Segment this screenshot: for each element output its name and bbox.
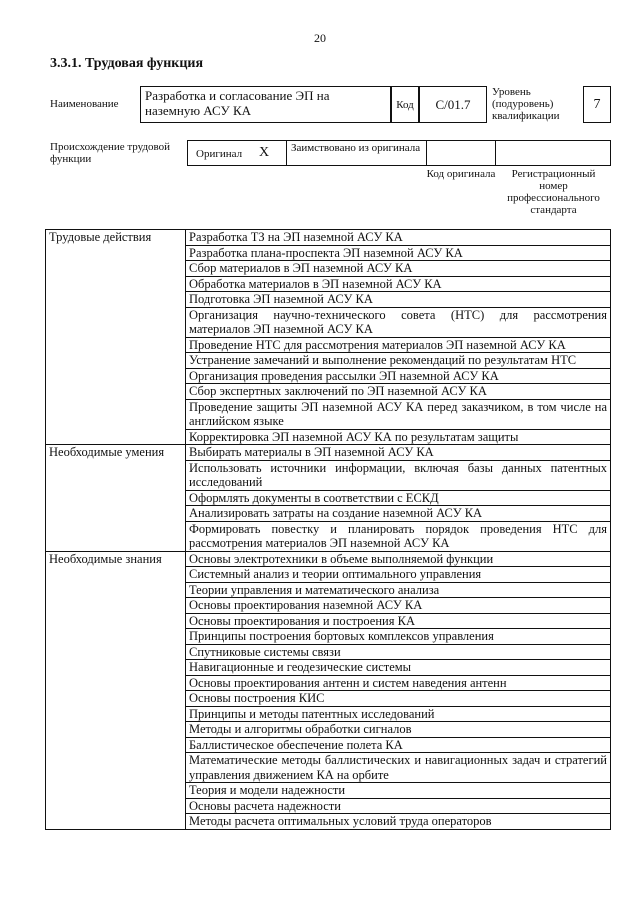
original-label: Оригинал xyxy=(196,148,243,160)
section-item: Теория и модели надежности xyxy=(186,783,611,799)
section-item: Основы электротехники в объеме выполняемой функции xyxy=(186,551,611,567)
section-item: Основы проектирования антенн и систем наведения антенн xyxy=(186,675,611,691)
section-item: Анализировать затраты на создание наземной АСУ КА xyxy=(186,506,611,522)
table-row xyxy=(46,445,611,461)
name-label: Наименование xyxy=(50,98,119,110)
section-item: Использовать источники информации, включая базы данных патентных исследований xyxy=(186,460,611,490)
section-item: Разработка ТЗ на ЭП наземной АСУ КА xyxy=(186,230,611,246)
section-heading: 3.3.1. Трудовая функция xyxy=(50,56,204,71)
section-item: Математические методы баллистических и навигационных задач и стратегий управления движением КА на орбите xyxy=(186,753,611,783)
section-item: Корректировка ЭП наземной АСУ КА по результатам защиты xyxy=(186,429,611,445)
code-label: Код xyxy=(391,86,419,123)
section-item: Разработка плана-проспекта ЭП наземной АСУ КА xyxy=(186,245,611,261)
borrowed-label: Заимствовано из оригинала xyxy=(291,142,421,154)
section-item: Организация научно-технического совета (НТС) для рассмотрения материалов ЭП наземной АСУ КА xyxy=(186,307,611,337)
section-item: Теории управления и математического анализа xyxy=(186,582,611,598)
section-item: Сбор материалов в ЭП наземной АСУ КА xyxy=(186,261,611,277)
section-item: Основы проектирования наземной АСУ КА xyxy=(186,598,611,614)
section-item: Формировать повестку и планировать порядок проведения НТС для рассмотрения материалов ЭП наземной АСУ КА xyxy=(186,521,611,551)
section-item: Обработка материалов в ЭП наземной АСУ КА xyxy=(186,276,611,292)
section-item: Баллистическое обеспечение полета КА xyxy=(186,737,611,753)
origin-table xyxy=(187,140,611,166)
section-item: Подготовка ЭП наземной АСУ КА xyxy=(186,292,611,308)
table-row xyxy=(46,551,611,567)
level-label: Уровень (подуровень) квалификации xyxy=(492,86,560,122)
original-cell xyxy=(188,141,287,165)
section-item: Проведение защиты ЭП наземной АСУ КА перед заказчиком, в том числе на английском языке xyxy=(186,399,611,429)
section-item: Спутниковые системы связи xyxy=(186,644,611,660)
section-item: Сбор экспертных заключений по ЭП наземной АСУ КА xyxy=(186,384,611,400)
borrowed-cell xyxy=(287,141,427,165)
code-value: С/01.7 xyxy=(419,86,487,123)
section-item: Методы расчета оптимальных условий труда операторов xyxy=(186,814,611,830)
section-title: Трудовые действия xyxy=(46,230,186,445)
section-title: Необходимые знания xyxy=(46,551,186,829)
section-item: Методы и алгоритмы обработки сигналов xyxy=(186,722,611,738)
function-table xyxy=(45,229,611,830)
origin-label: Происхождение трудовой функции xyxy=(50,141,171,165)
section-item: Оформлять документы в соответствии с ЕСКД xyxy=(186,490,611,506)
section-item: Основы расчета надежности xyxy=(186,798,611,814)
section-item: Устранение замечаний и выполнение рекомендаций по результатам НТС xyxy=(186,353,611,369)
code-original-cell xyxy=(427,141,496,165)
level-value: 7 xyxy=(583,86,611,123)
code-original-caption: Код оригинала xyxy=(426,168,496,180)
table-row xyxy=(46,230,611,246)
page-number: 20 xyxy=(314,31,326,45)
section-item: Принципы и методы патентных исследований xyxy=(186,706,611,722)
section-item: Основы проектирования и построения КА xyxy=(186,613,611,629)
section-item: Системный анализ и теории оптимального управления xyxy=(186,567,611,583)
name-value: Разработка и согласование ЭП на наземную АСУ КА xyxy=(140,86,391,123)
section-item: Принципы построения бортовых комплексов управления xyxy=(186,629,611,645)
section-item: Навигационные и геодезические системы xyxy=(186,660,611,676)
section-title: Необходимые умения xyxy=(46,445,186,552)
reg-number-caption: Регистрационный номер профессионального стандарта xyxy=(507,168,600,216)
section-item: Проведение НТС для рассмотрения материалов ЭП наземной АСУ КА xyxy=(186,337,611,353)
section-item: Выбирать материалы в ЭП наземной АСУ КА xyxy=(186,445,611,461)
reg-number-cell xyxy=(496,141,610,165)
section-item: Основы построения КИС xyxy=(186,691,611,707)
section-item: Организация проведения рассылки ЭП наземной АСУ КА xyxy=(186,368,611,384)
original-mark: X xyxy=(259,145,270,160)
